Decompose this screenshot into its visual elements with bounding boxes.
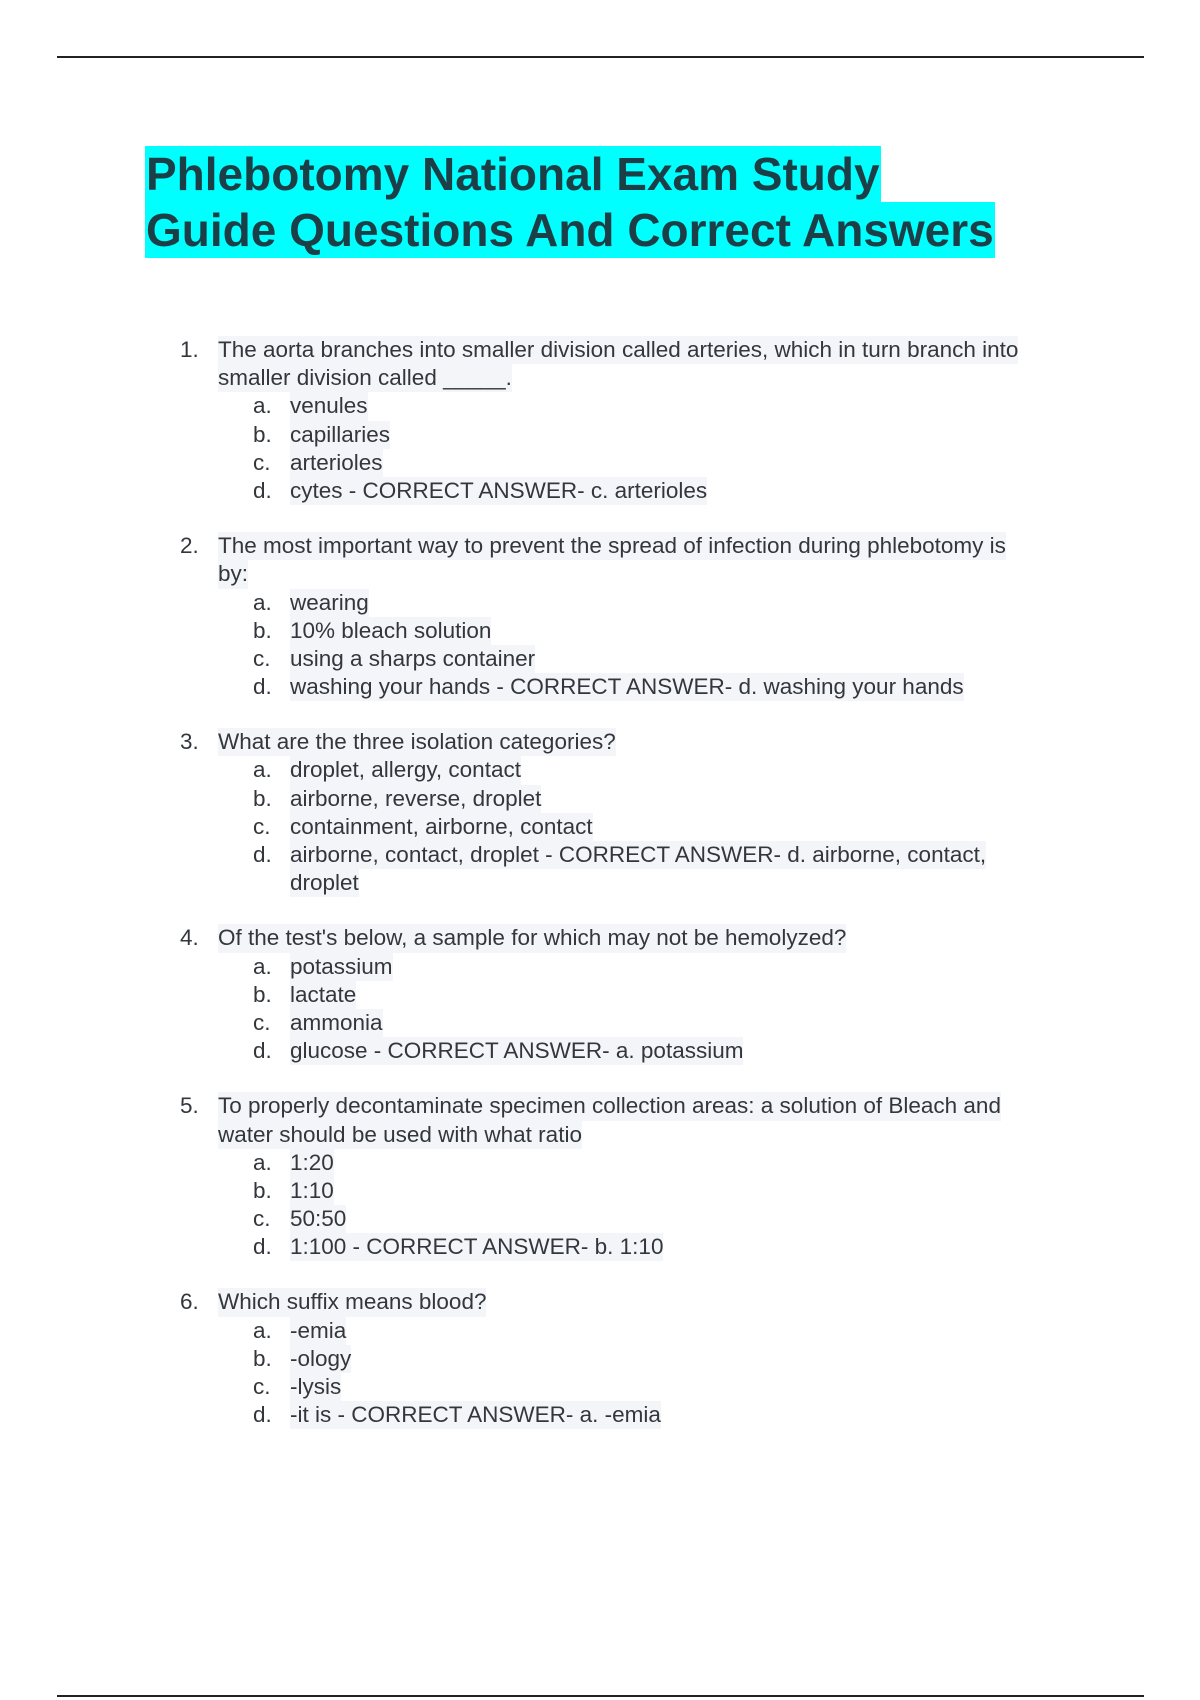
option-text: airborne, contact, droplet - CORRECT ANSWER- d. airborne, contact, [290,841,986,869]
option-text: airborne, reverse, droplet [290,785,541,813]
question-line [0,1288,1200,1316]
option-line [0,869,1200,897]
question-list [0,336,1200,1456]
question-line [0,1121,1200,1149]
option-letter: b. [253,785,272,811]
question-line [0,1092,1200,1120]
option-letter: a. [253,1317,272,1343]
title-line-2: Guide Questions And Correct Answers [146,204,994,256]
question-line [0,728,1200,756]
option-text: -lysis [290,1373,341,1401]
option-text: potassium [290,953,393,981]
option-letter: a. [253,953,272,979]
question-text: The aorta branches into smaller division called arteries, which in turn branch into [218,336,1018,364]
option-text: washing your hands - CORRECT ANSWER- d. washing your hands [290,673,964,701]
option-text: 1:100 - CORRECT ANSWER- b. 1:10 [290,1233,663,1261]
option-text: venules [290,392,368,420]
option-letter: b. [253,1177,272,1203]
option-line [0,1149,1200,1177]
question-line [0,560,1200,588]
question-number: 4. [180,925,199,951]
option-text: 1:10 [290,1177,334,1205]
question-text: smaller division called _____. [218,364,512,392]
option-line [0,673,1200,701]
option-letter: b. [253,981,272,1007]
option-line [0,1177,1200,1205]
option-letter: c. [253,1374,271,1399]
option-text: -emia [290,1317,346,1345]
option-letter: a. [253,589,272,615]
option-line [0,589,1200,617]
option-letter: d. [253,674,272,700]
option-letter: a. [253,1149,272,1175]
option-letter: c. [253,645,271,671]
question-number: 1. [180,337,199,362]
option-text: containment, airborne, contact [290,813,593,841]
option-text: -it is - CORRECT ANSWER- a. -emia [290,1401,661,1429]
option-text: cytes - CORRECT ANSWER- c. arterioles [290,477,707,505]
question-text: To properly decontaminate specimen collection areas: a solution of Bleach and [218,1092,1001,1120]
option-text: capillaries [290,421,390,449]
question-text: by: [218,560,248,588]
question-item [0,532,1200,701]
question-text: Which suffix means blood? [218,1288,486,1316]
option-text: ammonia [290,1009,383,1037]
document-title [145,146,1105,258]
question-item [0,728,1200,897]
header-rule [57,56,1144,58]
option-line [0,756,1200,784]
option-line [0,813,1200,841]
question-line [0,336,1200,364]
title-line-1: Phlebotomy National Exam Study [146,148,880,200]
option-text: -ology [290,1345,351,1373]
question-line [0,924,1200,952]
option-line [0,1037,1200,1065]
question-item [0,336,1200,505]
question-number: 3. [180,729,199,755]
footer-rule [57,1695,1144,1697]
option-text: arterioles [290,449,383,477]
option-letter: c. [253,449,271,475]
option-letter: b. [253,617,272,643]
option-line [0,1373,1200,1401]
option-letter: d. [253,1038,272,1064]
option-text: 50:50 [290,1205,346,1233]
option-line [0,1009,1200,1037]
option-letter: c. [253,1009,271,1035]
option-line [0,1317,1200,1345]
option-letter: a. [253,393,272,419]
option-letter: d. [253,842,272,867]
option-text: droplet [290,869,359,897]
option-line [0,1401,1200,1429]
question-number: 5. [180,1093,199,1119]
option-line [0,421,1200,449]
question-item [0,924,1200,1065]
option-line [0,841,1200,869]
question-item [0,1288,1200,1429]
option-letter: c. [253,813,271,839]
option-text: wearing [290,589,369,617]
question-number: 2. [180,533,199,559]
option-text: 10% bleach solution [290,617,491,645]
option-letter: d. [253,477,272,503]
option-letter: b. [253,1345,272,1371]
option-line [0,981,1200,1009]
option-line [0,617,1200,645]
option-text: 1:20 [290,1149,334,1177]
question-text: The most important way to prevent the spread of infection during phlebotomy is [218,532,1006,560]
question-item [0,1092,1200,1261]
option-line [0,645,1200,673]
option-line [0,392,1200,420]
question-number: 6. [180,1289,199,1315]
option-letter: c. [253,1206,271,1232]
option-letter: d. [253,1402,272,1428]
option-line [0,449,1200,477]
option-text: lactate [290,981,356,1009]
option-letter: b. [253,421,272,447]
option-line [0,1233,1200,1261]
question-line [0,364,1200,392]
option-letter: d. [253,1234,272,1260]
option-line [0,1205,1200,1233]
option-line [0,1345,1200,1373]
question-text: water should be used with what ratio [218,1121,582,1149]
option-letter: a. [253,757,272,783]
option-text: using a sharps container [290,645,535,673]
question-text: Of the test's below, a sample for which may not be hemolyzed? [218,924,846,952]
option-line [0,785,1200,813]
option-text: glucose - CORRECT ANSWER- a. potassium [290,1037,743,1065]
question-line [0,532,1200,560]
option-line [0,477,1200,505]
option-line [0,953,1200,981]
option-text: droplet, allergy, contact [290,756,521,784]
question-text: What are the three isolation categories? [218,728,616,756]
